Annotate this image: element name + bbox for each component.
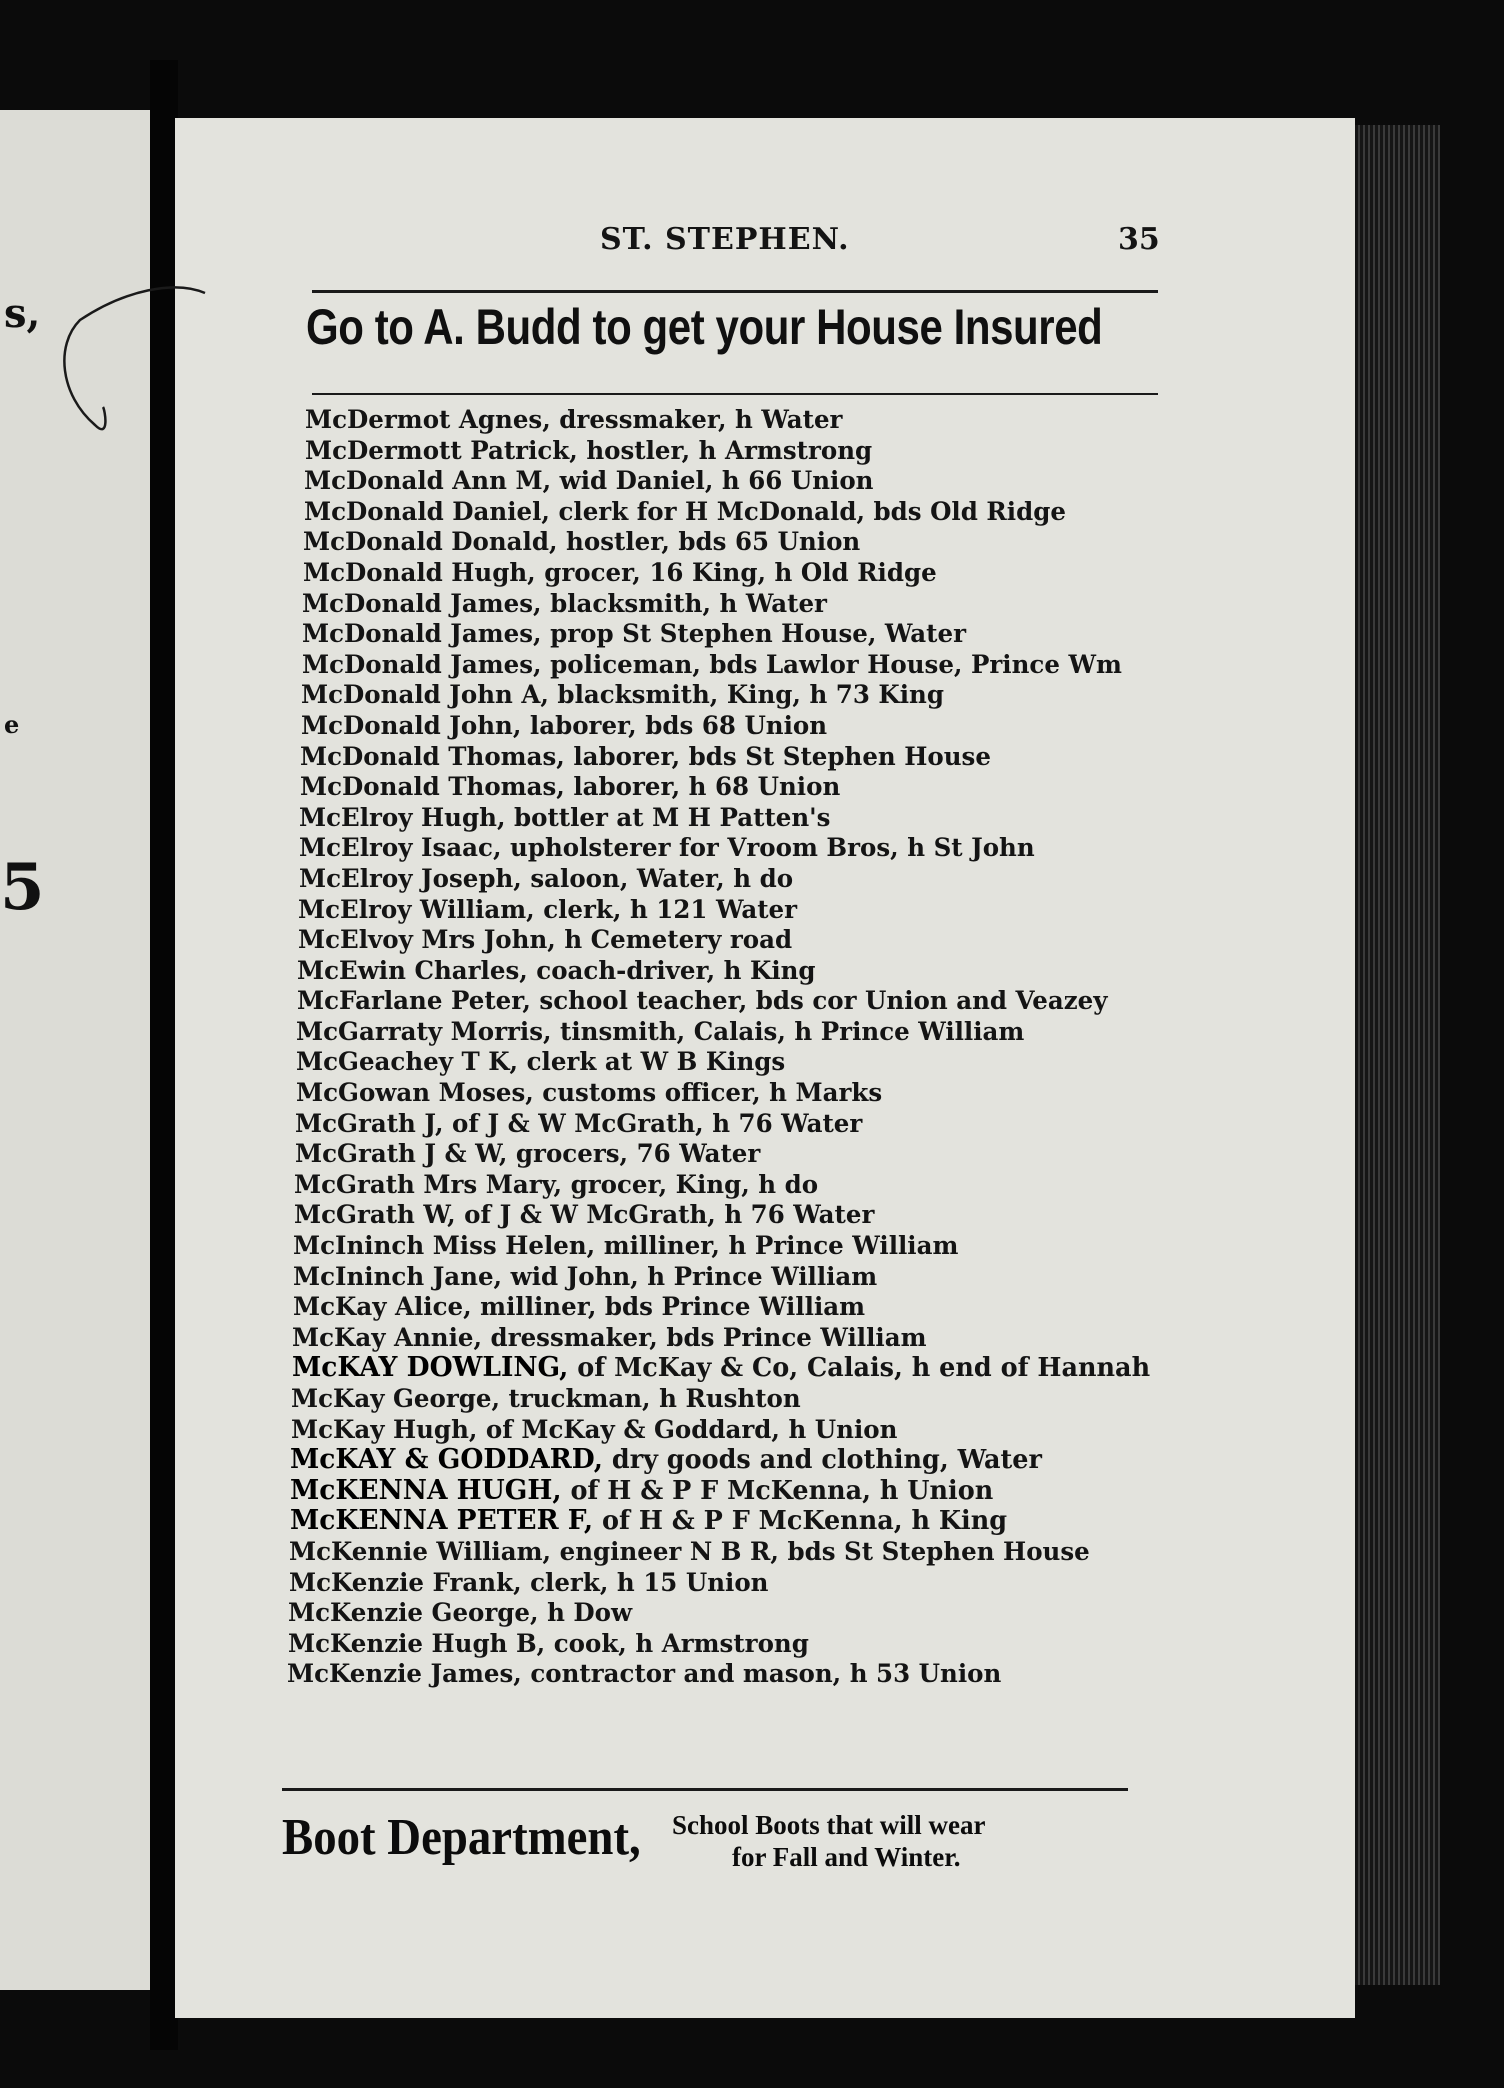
entry-text: McKay George, truckman, h Rushton (291, 1384, 801, 1413)
directory-entry: McIninch Miss Helen, milliner, h Prince William (293, 1231, 959, 1261)
directory-entry (291, 1415, 1167, 1446)
business-name: McKAY & GODDARD, (290, 1444, 604, 1476)
directory-entry: McDonald Hugh, grocer, 16 King, h Old Ridge (303, 557, 937, 587)
directory-entry: McGrath W, of J & W McGrath, h 76 Water (294, 1200, 875, 1230)
entry-text: McKenzie Frank, clerk, h 15 Union (289, 1567, 769, 1597)
directory-entry: McDonald Daniel, clerk for H McDonald, bds Old Ridge (304, 496, 1066, 526)
directory-entry: McElroy Joseph, saloon, Water, h do (299, 863, 794, 893)
directory-entry: McElroy Hugh, bottler at M H Patten's (299, 802, 831, 832)
directory-entry: McGeachey T K, clerk at W B Kings (296, 1047, 786, 1077)
directory-entry: McDermott Patrick, hostler, h Armstrong (305, 435, 873, 465)
directory-entry (290, 1476, 1167, 1507)
entry-text: McKenzie James, contractor and mason, h 53 Union (287, 1659, 1002, 1689)
directory-entry: McEwin Charles, coach-driver, h King (297, 955, 816, 985)
directory-entry: McKay Annie, dressmaker, bds Prince William (292, 1322, 927, 1352)
page-edges (1355, 125, 1440, 1985)
facing-page-fragment: 5 (0, 850, 45, 925)
directory-entry: McIninch Jane, wid John, h Prince William (293, 1261, 878, 1291)
directory-entry: McGarraty Morris, tinsmith, Calais, h Prince William (296, 1016, 1025, 1046)
entry-text: of H & P F McKenna, h Union (561, 1475, 994, 1506)
pen-mark-icon (55, 285, 215, 445)
directory-entry: McDonald Thomas, laborer, h 68 Union (300, 772, 841, 802)
facing-page-fragment: s, (4, 290, 41, 337)
directory-entry: McElroy Isaac, upholsterer for Vroom Bros, h St John (299, 833, 1035, 863)
directory-entry (291, 1384, 1167, 1415)
directory-entry: McElvoy Mrs John, h Cemetery road (298, 925, 793, 955)
directory-entry: McDonald James, policeman, bds Lawlor House, Prince Wm (302, 649, 1122, 679)
business-name: McKENNA HUGH, (290, 1474, 562, 1506)
directory-entry: McDonald Thomas, laborer, bds St Stephen House (300, 741, 991, 771)
business-name: McKAY DOWLING, (292, 1352, 569, 1384)
ad-rule (312, 393, 1158, 395)
directory-entry (292, 1353, 1167, 1384)
directory-entry: McGowan Moses, customs officer, h Marks (296, 1078, 883, 1108)
directory-entry: McGrath Mrs Mary, grocer, King, h do (294, 1169, 819, 1199)
directory-entry: McDonald James, prop St Stephen House, Water (302, 619, 966, 649)
page-number: 35 (1118, 222, 1160, 257)
directory-entries (285, 405, 1185, 1690)
directory-entry (290, 1445, 1167, 1476)
advertisement-footer (282, 1808, 1162, 1888)
advertisement-header: Go to A. Budd to get your House Insured (306, 299, 1103, 355)
business-name: McKENNA PETER F, (290, 1505, 594, 1537)
entry-text: McKenzie Hugh B, cook, h Armstrong (288, 1628, 809, 1658)
directory-entry (287, 1659, 1167, 1690)
ad-footer-line: for Fall and Winter. (732, 1842, 961, 1872)
directory-entry: McDermot Agnes, dressmaker, h Water (305, 405, 843, 434)
directory-entry: McElroy William, clerk, h 121 Water (298, 894, 798, 924)
directory-entry (288, 1598, 1167, 1629)
directory-entry: McDonald Donald, hostler, bds 65 Union (303, 527, 861, 557)
entry-text: McKay Hugh, of McKay & Goddard, h Union (291, 1414, 898, 1444)
running-head: ST. STEPHEN. (600, 222, 850, 257)
directory-entry (289, 1537, 1167, 1568)
directory-entry: McDonald John, laborer, bds 68 Union (301, 710, 828, 740)
directory-entry: McDonald James, blacksmith, h Water (302, 588, 827, 618)
directory-entry: McKay Alice, milliner, bds Prince William (293, 1292, 866, 1322)
entry-text: of H & P F McKenna, h King (593, 1506, 1008, 1537)
directory-entry (288, 1629, 1167, 1660)
facing-page-fragment: e (4, 710, 20, 739)
entry-text: McKennie William, engineer N B R, bds St Stephen House (289, 1536, 1090, 1566)
bottom-rule (282, 1788, 1128, 1791)
ad-footer-main: Boot Department, (282, 1809, 641, 1866)
directory-entry: McDonald John A, blacksmith, King, h 73 King (301, 680, 944, 710)
directory-entry (290, 1506, 1167, 1537)
entry-text: of McKay & Co, Calais, h end of Hannah (568, 1353, 1151, 1384)
directory-entry: McDonald Ann M, wid Daniel, h 66 Union (304, 466, 874, 496)
entry-text: dry goods and clothing, Water (603, 1445, 1042, 1476)
entry-text: McKenzie George, h Dow (288, 1598, 633, 1628)
directory-entry (289, 1568, 1167, 1599)
top-rule (312, 290, 1158, 293)
ad-footer-line: School Boots that will wear (672, 1810, 986, 1840)
directory-entry: McGrath J, of J & W McGrath, h 76 Water (295, 1108, 863, 1138)
directory-entry: McFarlane Peter, school teacher, bds cor Union and Veazey (297, 986, 1108, 1016)
directory-entry: McGrath J & W, grocers, 76 Water (295, 1139, 761, 1169)
